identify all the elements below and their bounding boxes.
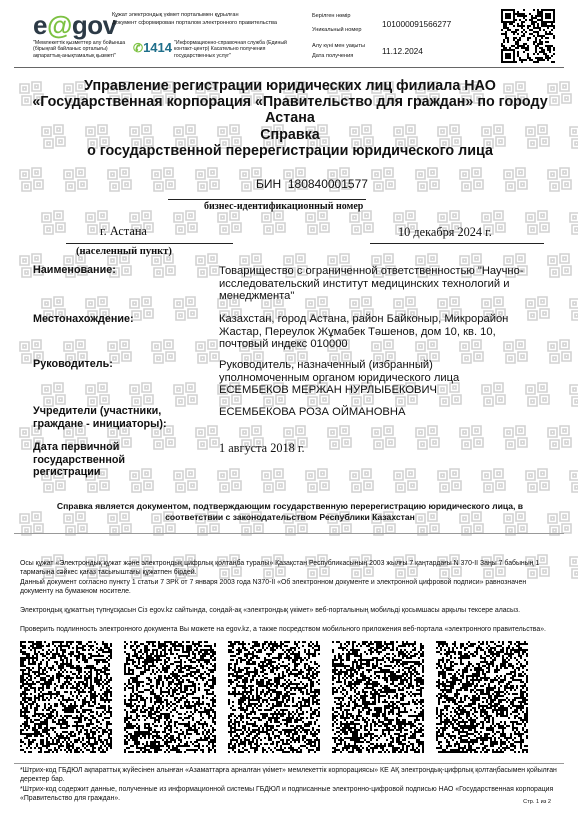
field-value-director: Руководитель, назначенный (избранный) уполномоченным органом юридического лица ЕСЕМБЕКОВ МЕРЖАН НУРЛЫБЕКОВИЧ — [219, 359, 460, 397]
date-label-kz: Алу күні мен уақыты — [312, 43, 365, 49]
legal-notice: Справка является документом, подтверждающим государственную перерегистрацию юридического лица, в соответствии с законодательством Республики Казахстан — [56, 501, 524, 522]
bin-field: БИН 180840001577 — [256, 177, 368, 191]
footer-legal-kz: Осы құжат «Электрондық құжат және электрондық цифрлық қолтаңба туралы» Қазақстан Республикасының 2003 жылғы 7 қаңтардағы N 370-II Заңы 7 бабының 1 тармағына сәйкес қағаз тасығыштағы құжатпен бірдей. — [20, 560, 540, 576]
field-label-address: Местонахождение: — [33, 313, 134, 325]
egov-logo: e@gov — [33, 10, 117, 40]
field-label-director: Руководитель: — [33, 358, 113, 370]
barcode-3 — [228, 641, 320, 753]
field-value-name: Товарищество с ограниченной ответственностью "Научно-исследовательский институт медицинских технологий и менеджмента" — [219, 265, 524, 303]
document-date: 10 декабря 2024 г. — [398, 225, 492, 239]
city-underline — [66, 243, 233, 244]
field-label-founders: Учредители (участники, граждане - инициаторы): — [33, 405, 167, 430]
reg-number: 101000091566277 — [382, 19, 452, 29]
doc-subtitle: о государственной перерегистрации юридического лица — [87, 143, 493, 159]
barcode-4 — [332, 641, 424, 753]
city-field: г. Астана — [100, 224, 147, 238]
barcode-1 — [20, 641, 112, 753]
issuer-title: Управление регистрации юридических лиц филиала НАО «Государственная корпорация «Правительство для граждан» по городу Астана — [32, 78, 548, 126]
field-value-address: Казахстан, город Астана, район Байконыр, Микрорайон Жастар, Переулок Жұмабек Тәшенов, дом 10, кв. 10, почтовый индекс 010000 — [219, 313, 509, 351]
portal-line-kz: Құжат электрондық үкімет порталымен құрылған — [112, 12, 239, 18]
receipt-date: 11.12.2024 — [382, 46, 423, 56]
phone-caption: "Информационно-справочная служба (Единый контакт-центр) Касательно получения государственных услуг" — [174, 40, 287, 59]
footer-divider — [14, 763, 564, 764]
footer-verify-kz: Электрондық құжаттың түпнұсқасын Сіз egov.kz сайтында, сондай-ақ «электрондық үкімет» веб-порталының мобильді қосымшасы арқылы тексере аласыз. — [20, 607, 521, 614]
portal-line-ru: Документ сформирован порталом электронного правительства — [112, 20, 278, 26]
barcode-5 — [436, 641, 528, 753]
body-divider — [14, 533, 564, 534]
phone-number: ✆1414 — [133, 40, 172, 55]
doc-title: Справка — [260, 127, 320, 143]
field-value-founders: ЕСЕМБЕКОВА РОЗА ОЙМАНОВНА — [219, 406, 406, 418]
qr-code — [501, 9, 555, 63]
city-caption: (населенный пункт) — [76, 246, 172, 257]
header-divider — [14, 67, 564, 68]
field-label-first-reg: Дата первичной государственной регистрации — [33, 441, 126, 478]
field-value-first-reg: 1 августа 2018 г. — [219, 441, 305, 455]
phone-icon: ✆ — [133, 41, 144, 55]
bin-underline — [168, 199, 366, 200]
footer-verify-ru: Проверить подлинность электронного документа Вы можете на egov.kz, а также посредством мобильного приложения веб-портала «электронного правительства». — [20, 626, 546, 633]
footer-legal-ru: Данный документ согласно пункту 1 статьи 7 ЗРК от 7 января 2003 года N370-II «Об электронном документе и электронной цифровой подписи» равнозначен документу на бумажном носителе. — [20, 579, 527, 595]
barcode-2 — [124, 641, 216, 753]
bin-caption: бизнес-идентификационный номер — [204, 201, 364, 212]
date-underline — [370, 243, 544, 244]
reg-number-label-kz: Берілген нөмір — [312, 13, 351, 19]
reg-number-label-ru: Уникальный номер — [312, 27, 362, 33]
page-number: Стр. 1 из 2 — [523, 799, 551, 805]
footer-note-ru: *Штрих-код содержит данные, полученные из информационной системы ГБДЮЛ и подписанные электронно-цифровой подписью НАО «Государственная корпорация «Правительство для граждан». — [20, 786, 554, 802]
egov-logo-caption: "Мемлекеттік қызметтер алу бойынша (бірыңғай байланыс орталығы) ақпараттық-анықтамалық қызметі" — [33, 40, 126, 59]
field-label-name: Наименование: — [33, 264, 116, 276]
footer-note-kz: *Штрих-код ГБДЮЛ ақпараттық жүйесінен алынған «Азаматтарға арналған үкімет» мемлекеттік корпорациясы» КЕ АҚ электрондық-цифрлық қолтаңбасымен қойылған деректер бар. — [20, 767, 557, 783]
date-label-ru: Дата получения — [312, 53, 354, 59]
